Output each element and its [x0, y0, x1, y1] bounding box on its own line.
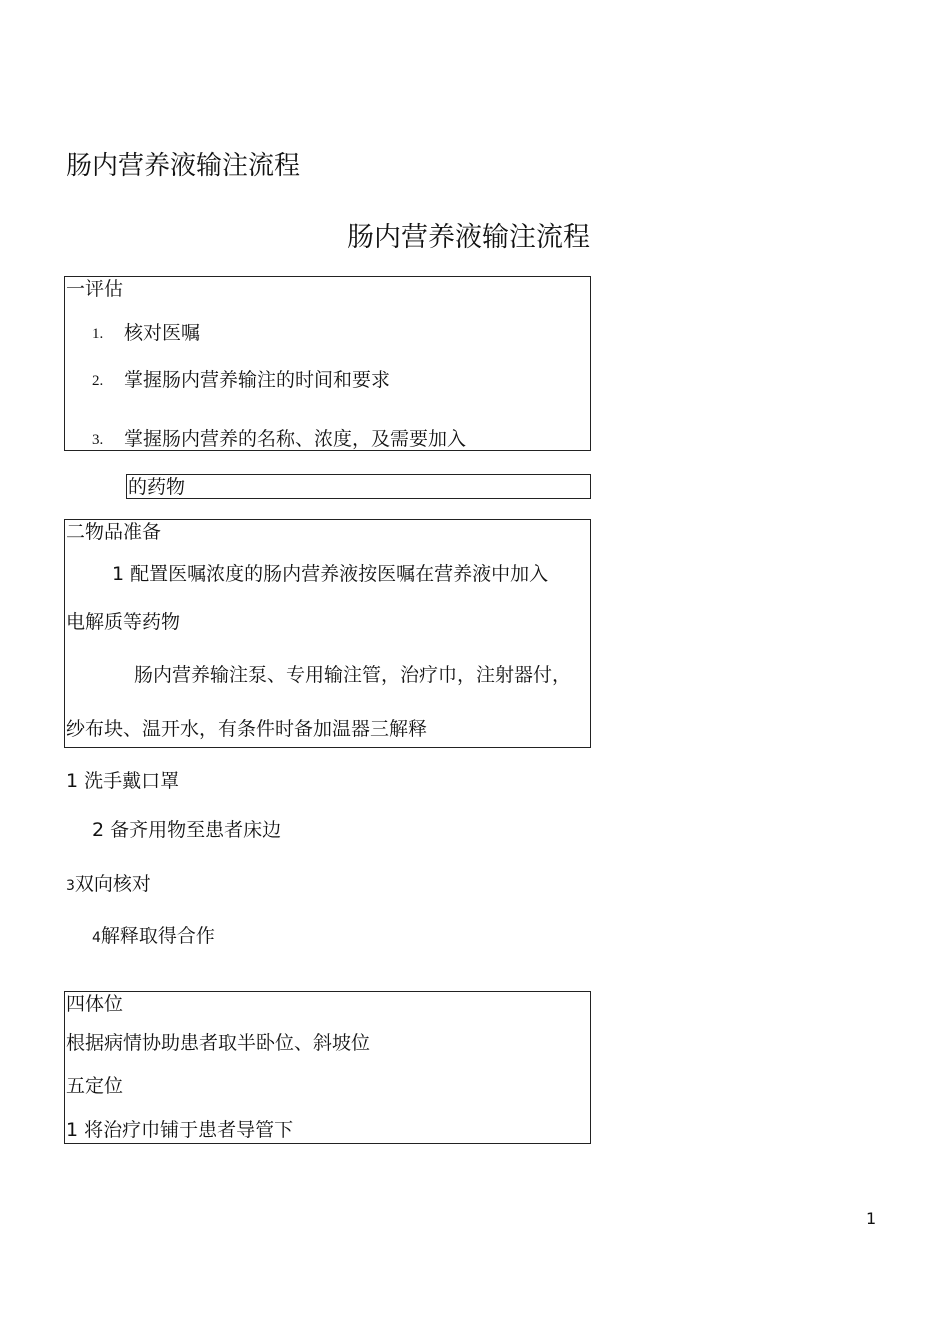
assessment-item-number: 2.	[92, 373, 104, 389]
document-title: 肠内营养液输注流程	[66, 151, 301, 181]
assessment-item: 核对医嘱	[124, 322, 201, 344]
supplies-line: 电解质等药物	[66, 611, 181, 633]
assessment-box	[64, 276, 591, 451]
assessment-item-number: 3.	[92, 432, 104, 448]
explain-step	[92, 821, 281, 840]
page-number: 1	[866, 1209, 877, 1228]
explain-step	[92, 927, 215, 946]
step-number: 2	[92, 819, 105, 841]
supplies-line: 肠内营养输注泵、专用输注管，治疗巾，注射器付，	[134, 664, 572, 686]
assessment-item: 掌握肠内营养输注的时间和要求	[124, 369, 391, 391]
step-text: 解释取得合作	[100, 925, 215, 947]
step-text: 双向核对	[74, 873, 151, 895]
supplies-title: 二物品准备	[66, 521, 162, 543]
section-heading: 肠内营养液输注流程	[347, 222, 590, 253]
assessment-item-number: 1.	[92, 326, 104, 342]
position-title: 四体位	[66, 993, 124, 1015]
continuation-box	[126, 474, 591, 499]
assessment-continuation: 的药物	[128, 476, 186, 498]
position-text: 根据病情协助患者取半卧位、斜坡位	[66, 1032, 371, 1054]
supplies-box	[64, 519, 591, 748]
explain-step	[66, 875, 151, 894]
step-number: 3	[66, 878, 75, 894]
fixation-title: 五定位	[66, 1075, 124, 1097]
step-number: 4	[92, 930, 101, 946]
step-number: 1	[66, 770, 79, 792]
assessment-title: 一评估	[66, 278, 124, 300]
supplies-line: 纱布块、温开水，有条件时备加温器三解释	[66, 718, 428, 740]
fixation-item: 1 将治疗巾铺于患者导管下	[66, 1119, 294, 1141]
supplies-line: 1 配置医嘱浓度的肠内营养液按医嘱在营养液中加入	[112, 563, 549, 585]
explain-step	[66, 772, 179, 791]
step-text: 备齐用物至患者床边	[110, 819, 282, 841]
assessment-item: 掌握肠内营养的名称、浓度，及需要加入	[124, 428, 467, 450]
step-text: 洗手戴口罩	[84, 770, 180, 792]
